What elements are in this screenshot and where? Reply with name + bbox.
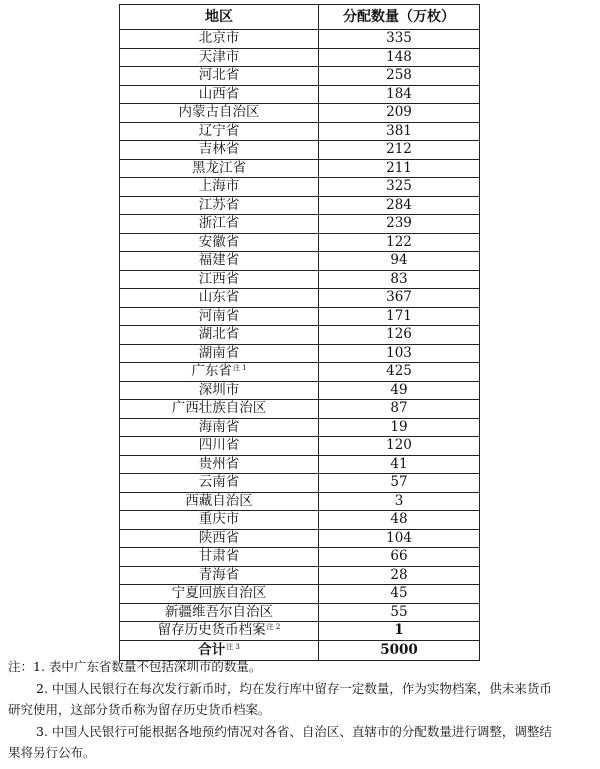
quantity-cell: 126 [319,326,480,345]
region-cell [120,344,319,363]
region-name: 广东省 [191,363,232,380]
region-cell [120,85,319,104]
region-cell [120,141,319,160]
footnote-2-continued: 研究使用，这部分货币称为留存历史货币档案。 [8,702,271,717]
quantity-cell: 55 [319,603,480,622]
region-name: 湖南省 [198,344,240,361]
region-cell [120,548,319,567]
footnotes [8,656,594,764]
region-cell [120,307,319,326]
region-name: 福建省 [198,252,240,269]
region-name: 内蒙古自治区 [178,104,260,121]
quantity-cell: 49 [319,381,480,400]
region-cell [120,381,319,400]
quantity-cell: 381 [319,122,480,141]
footnote-3-continued: 果将另行公布。 [8,745,96,760]
quantity-cell: 120 [319,437,480,456]
note-marker: 注 3 [226,642,240,651]
region-cell [120,215,319,234]
table-row [120,400,480,419]
region-cell [120,585,319,604]
table-row [120,289,480,308]
region-cell [120,326,319,345]
region-cell [120,492,319,511]
quantity-cell: 1 [319,622,480,641]
quantity-cell: 425 [319,363,480,382]
quantity-cell: 171 [319,307,480,326]
quantity-cell: 66 [319,548,480,567]
table-row [120,529,480,548]
region-name: 江苏省 [198,196,240,213]
quantity-cell: 209 [319,104,480,123]
region-cell [120,622,319,641]
table-row [120,104,480,123]
quantity-cell: 19 [319,418,480,437]
quantity-cell: 87 [319,400,480,419]
quantity-cell: 48 [319,511,480,530]
region-cell [120,529,319,548]
table-row [120,326,480,345]
table-row [120,159,480,178]
region-cell [120,196,319,215]
quantity-cell: 335 [319,30,480,49]
quantity-cell: 258 [319,67,480,86]
region-name: 北京市 [198,30,240,47]
region-name: 贵州省 [198,455,240,472]
region-cell [120,418,319,437]
table-row [120,30,480,49]
region-name: 四川省 [198,437,240,454]
total-label: 合计 [198,641,226,658]
region-name: 河北省 [198,67,240,84]
table-row [120,492,480,511]
quantity-cell: 57 [319,474,480,493]
table-row [120,455,480,474]
region-name: 新疆维吾尔自治区 [165,603,273,620]
table-row [120,122,480,141]
region-name: 湖北省 [198,326,240,343]
table-row [120,270,480,289]
footnote-2: 2. 中国人民银行在每次发行新币时，均在发行库中留存一定数量，作为实物档案，供未来货币 [36,680,552,696]
region-name: 青海省 [198,566,240,583]
region-name: 深圳市 [198,381,240,398]
region-name: 上海市 [198,178,240,195]
region-name: 广西壮族自治区 [171,400,267,417]
region-name: 云南省 [198,474,240,491]
table-row [120,141,480,160]
region-cell [120,104,319,123]
table-row [120,418,480,437]
table-row [120,603,480,622]
region-name: 辽宁省 [198,122,240,139]
quantity-cell: 122 [319,233,480,252]
table-row [120,85,480,104]
region-cell [120,178,319,197]
quantity-cell: 184 [319,85,480,104]
table-row [120,381,480,400]
table-row [120,196,480,215]
region-cell [120,270,319,289]
region-cell [120,159,319,178]
region-cell [120,30,319,49]
table-row [120,252,480,271]
region-name: 山东省 [198,289,240,306]
table-row [120,178,480,197]
table-row [120,344,480,363]
quantity-cell: 103 [319,344,480,363]
quantity-cell: 239 [319,215,480,234]
table-body [120,30,480,661]
table-row [120,233,480,252]
table-row [120,566,480,585]
region-name: 甘肃省 [198,548,240,565]
region-cell [120,252,319,271]
table-row [120,437,480,456]
region-cell [120,511,319,530]
table-row [120,622,480,641]
region-cell [120,48,319,67]
quantity-cell: 3 [319,492,480,511]
quantity-cell: 211 [319,159,480,178]
total-value: 5000 [319,640,480,660]
quantity-cell: 83 [319,270,480,289]
quantity-cell: 367 [319,289,480,308]
region-name: 吉林省 [198,141,240,158]
table-row [120,363,480,382]
table-row [120,474,480,493]
region-cell [120,363,319,382]
region-name: 留存历史货币档案 [157,622,266,639]
region-name: 宁夏回族自治区 [171,585,267,602]
table-row [120,215,480,234]
quantity-cell: 104 [319,529,480,548]
region-cell [120,474,319,493]
region-name: 黑龙江省 [192,159,246,176]
region-name: 安徽省 [198,233,240,250]
footnote-3: 3. 中国人民银行可能根据各地预约情况对各省、自治区、直辖市的分配数量进行调整，调整结 [36,723,552,739]
footnote-1: 注：1. 表中广东省数量不包括深圳市的数量。 [8,659,262,674]
region-cell [120,67,319,86]
note-marker: 注 2 [266,623,281,632]
region-cell [120,566,319,585]
table-row [120,67,480,86]
table-header-row [120,5,480,30]
quantity-cell: 284 [319,196,480,215]
region-cell [120,233,319,252]
region-cell [120,437,319,456]
quantity-cell: 148 [319,48,480,67]
region-cell [120,289,319,308]
region-name: 陕西省 [198,529,240,546]
region-cell [120,603,319,622]
quantity-cell: 212 [319,141,480,160]
region-name: 天津市 [198,48,240,65]
region-cell [120,455,319,474]
region-name: 河南省 [198,307,240,324]
quantity-cell: 325 [319,178,480,197]
note-marker: 注 1 [232,364,247,373]
header-quantity: 分配数量（万枚） [319,5,480,30]
table-row [120,307,480,326]
region-name: 重庆市 [198,511,240,528]
table-row [120,48,480,67]
header-region: 地区 [120,5,319,30]
region-name: 山西省 [198,85,240,102]
region-cell [120,122,319,141]
quantity-cell: 45 [319,585,480,604]
region-name: 西藏自治区 [185,492,253,509]
quantity-cell: 41 [319,455,480,474]
allocation-table [119,4,480,661]
region-name: 浙江省 [198,215,240,232]
table-row [120,585,480,604]
table-row [120,548,480,567]
quantity-cell: 94 [319,252,480,271]
region-name: 江西省 [198,270,240,287]
quantity-cell: 28 [319,566,480,585]
table-row [120,511,480,530]
region-name: 海南省 [198,418,240,435]
region-cell [120,400,319,419]
